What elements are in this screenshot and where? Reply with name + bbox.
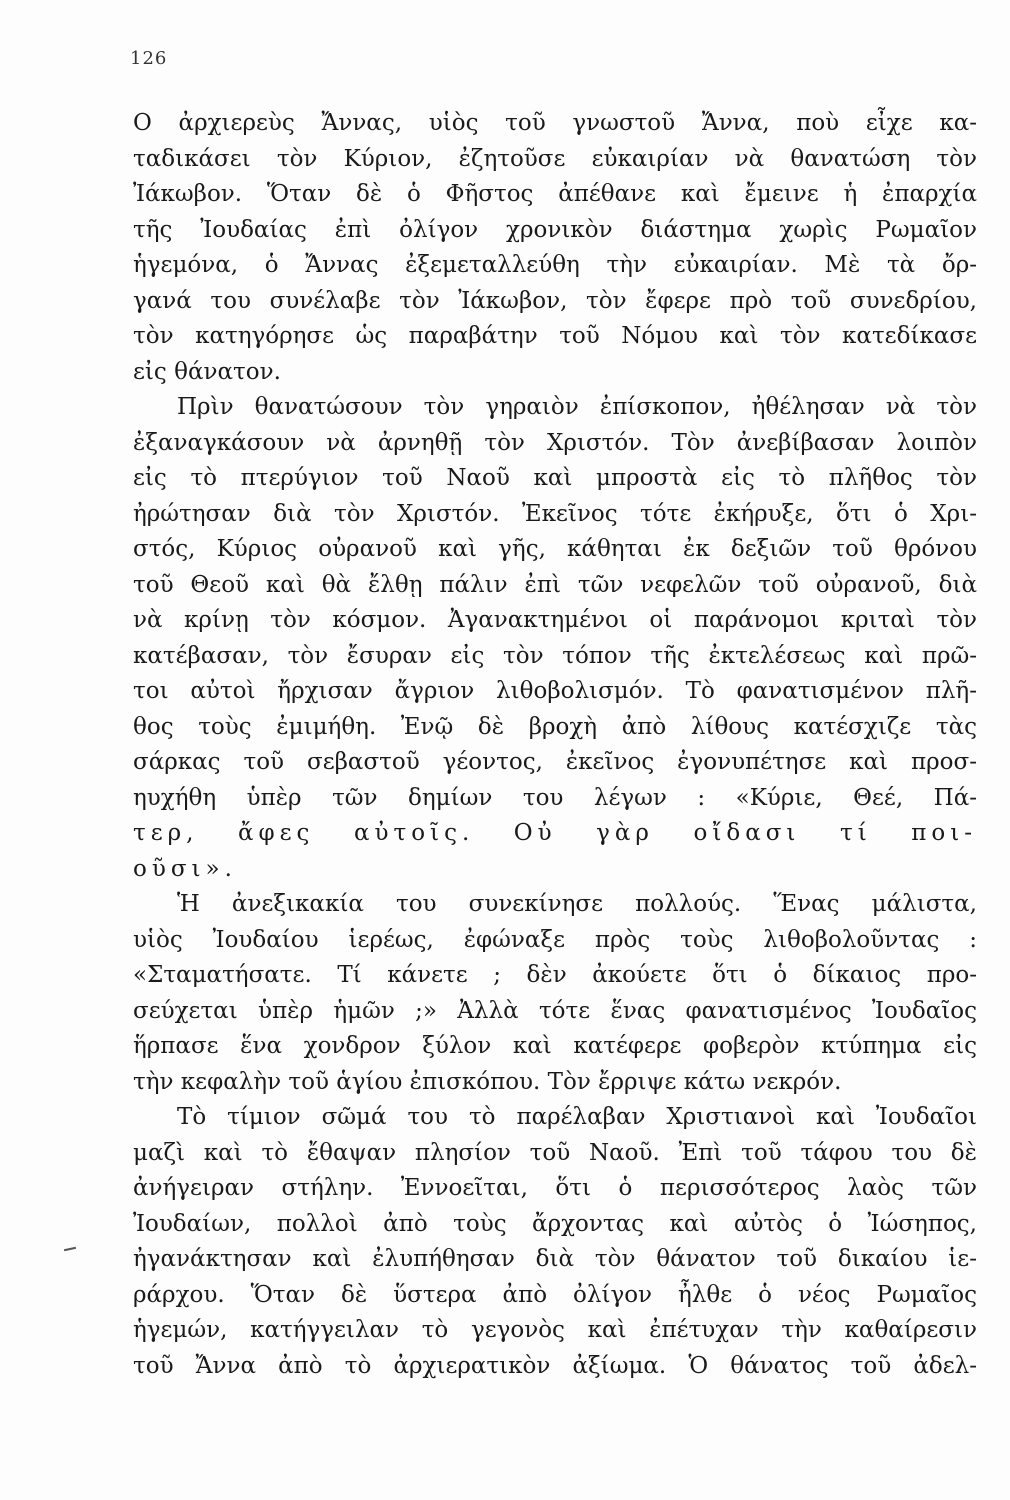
body-text: [133, 106, 977, 1384]
text-line: ἠρώτησαν διὰ τὸν Χριστόν. Ἐκεῖνος τότε ἐκήρυξε, ὅτι ὁ Χρι-: [133, 500, 977, 527]
text-line: σεύχεται ὑπὲρ ἡμῶν ;» Ἀλλὰ τότε ἕνας φανατισμένος Ἰουδαῖος: [133, 997, 977, 1024]
text-line: ἡγεμόνα, ὁ Ἄννας ἐξεμεταλλεύθη τὴν εὐκαιρίαν. Μὲ τὰ ὄρ-: [133, 252, 977, 278]
text-line: τοῦ Ἄννα ἀπὸ τὸ ἀρχιερατικὸν ἀξίωμα. Ὁ θάνατος τοῦ ἀδελ-: [133, 1352, 977, 1379]
text-line: τερ, ἄφες αὐτοῖς. Οὐ γὰρ οἴδασι τί ποι-: [133, 820, 977, 846]
text-line: νὰ κρίνῃ τὸν κόσμον. Ἀγανακτημένοι οἱ παράνομοι κριταὶ τὸν: [133, 607, 977, 633]
text-line: υἱὸς Ἰουδαίου ἱερέως, ἐφώναξε πρὸς τοὺς λιθοβολοῦντας :: [133, 926, 977, 953]
text-line: Ο ἀρχιερεὺς Ἄννας, υἱὸς τοῦ γνωστοῦ Ἄννα, ποὺ εἶχε κα-: [133, 110, 977, 136]
text-line: ηυχήθη ὑπὲρ τῶν δημίων του λέγων : «Κύριε, Θεέ, Πά-: [133, 784, 977, 811]
text-line: «Σταματήσατε. Τί κάνετε ; δὲν ἀκούετε ὅτι ὁ δίκαιος προ-: [133, 962, 977, 988]
text-line: τοι αὐτοὶ ἤρχισαν ἄγριον λιθοβολισμόν. Τὸ φανατισμένον πλῆ-: [133, 678, 977, 704]
text-line: Ἰάκωβον. Ὅταν δὲ ὁ Φῆστος ἀπέθανε καὶ ἔμεινε ἡ ἐπαρχία: [133, 181, 977, 207]
text-line: Ἰουδαίων, πολλοὶ ἀπὸ τοὺς ἄρχοντας καὶ αὐτὸς ὁ Ἰώσηπος,: [133, 1210, 977, 1237]
text-line: Ἡ ἀνεξικακία του συνεκίνησε πολλούς. Ἕνας μάλιστα,: [177, 891, 977, 917]
text-line: τὴν κεφαλὴν τοῦ ἁγίου ἐπισκόπου. Τὸν ἔρριψε κάτω νεκρόν.: [133, 1068, 842, 1095]
text-line: τὸν κατηγόρησε ὡς παραβάτην τοῦ Νόμου καὶ τὸν κατεδίκασε: [133, 323, 977, 349]
text-line: οῦσι».: [133, 855, 237, 882]
page-number: 126: [130, 48, 168, 69]
text-line: τῆς Ἰουδαίας ἐπὶ ὀλίγον χρονικὸν διάστημα χωρὶς Ρωμαῖον: [133, 216, 977, 243]
text-line: στός, Κύριος οὐρανοῦ καὶ γῆς, κάθηται ἐκ δεξιῶν τοῦ θρόνου: [133, 536, 977, 562]
text-line: εἰς τὸ πτερύγιον τοῦ Ναοῦ καὶ μπροστὰ εἰς τὸ πλῆθος τὸν: [133, 465, 977, 491]
text-line: ἠγανάκτησαν καὶ ἐλυπήθησαν διὰ τὸν θάνατον τοῦ δικαίου ἱε-: [133, 1246, 977, 1272]
text-line: Πρὶν θανατώσουν τὸν γηραιὸν ἐπίσκοπον, ἠθέλησαν νὰ τὸν: [177, 394, 977, 420]
margin-mark: [64, 1247, 76, 1251]
text-line: ἡγεμών, κατήγγειλαν τὸ γεγονὸς καὶ ἐπέτυχαν τὴν καθαίρεσιν: [133, 1317, 977, 1343]
text-line: μαζὶ καὶ τὸ ἔθαψαν πλησίον τοῦ Ναοῦ. Ἐπὶ τοῦ τάφου του δὲ: [133, 1139, 977, 1166]
text-line: κατέβασαν, τὸν ἔσυραν εἰς τὸν τόπον τῆς ἐκτελέσεως καὶ πρῶ-: [133, 642, 977, 669]
text-line: γανά του συνέλαβε τὸν Ἰάκωβον, τὸν ἔφερε πρὸ τοῦ συνεδρίου,: [133, 287, 977, 314]
text-line: ἀνήγειραν στήλην. Ἐννοεῖται, ὅτι ὁ περισσότερος λαὸς τῶν: [133, 1175, 977, 1201]
text-line: ράρχου. Ὅταν δὲ ὕστερα ἀπὸ ὀλίγον ἦλθε ὁ νέος Ρωμαῖος: [133, 1281, 977, 1308]
text-line: ἐξαναγκάσουν νὰ ἀρνηθῇ τὸν Χριστόν. Τὸν ἀνεβίβασαν λοιπὸν: [133, 429, 977, 456]
text-line: εἰς θάνατον.: [133, 358, 281, 385]
text-line: θος τοὺς ἐμιμήθη. Ἐνῷ δὲ βροχὴ ἀπὸ λίθους κατέσχιζε τὰς: [133, 713, 977, 740]
text-line: σάρκας τοῦ σεβαστοῦ γέοντος, ἐκεῖνος ἐγονυπέτησε καὶ προσ-: [133, 749, 977, 775]
text-line: τοῦ Θεοῦ καὶ θὰ ἔλθῃ πάλιν ἐπὶ τῶν νεφελῶν τοῦ οὐρανοῦ, διὰ: [133, 571, 977, 598]
text-line: ἥρπασε ἕνα χονδρον ξύλον καὶ κατέφερε φοβερὸν κτύπημα εἰς: [133, 1033, 977, 1059]
text-line: ταδικάσει τὸν Κύριον, ἐζητοῦσε εὐκαιρίαν νὰ θανατώση τὸν: [133, 145, 977, 172]
text-line: Τὸ τίμιον σῶμά του τὸ παρέλαβαν Χριστιανοὶ καὶ Ἰουδαῖοι: [177, 1104, 977, 1130]
